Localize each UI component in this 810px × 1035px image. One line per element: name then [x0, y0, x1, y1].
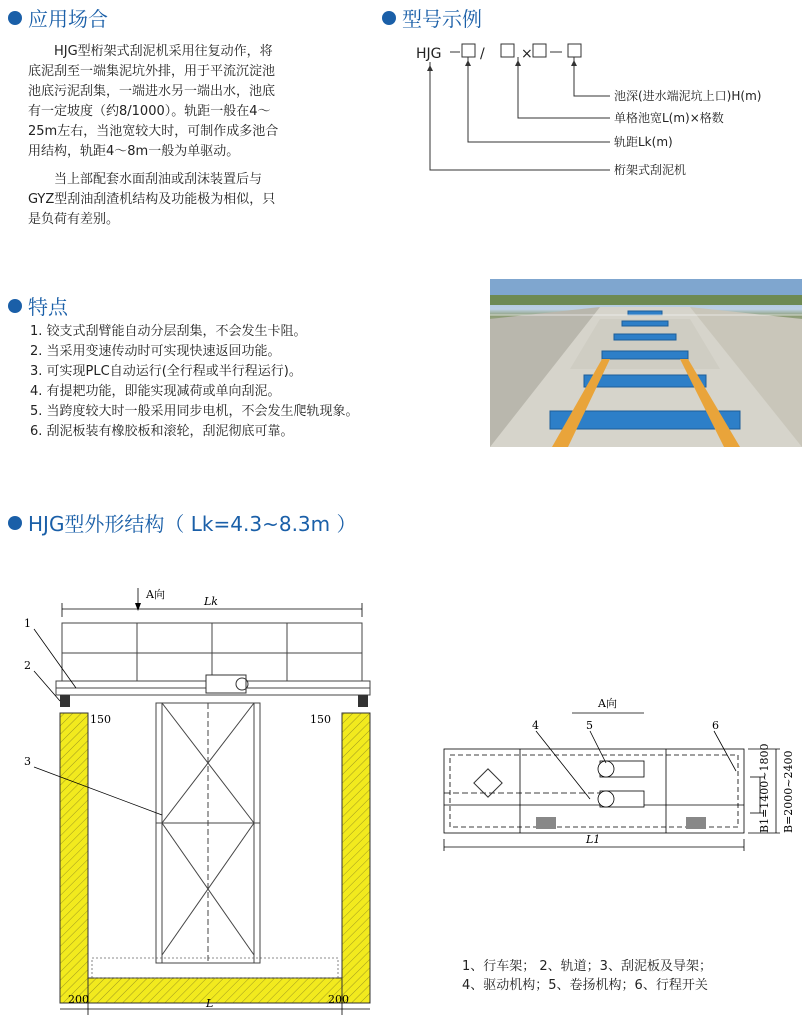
left-wall [60, 713, 88, 1003]
structure-heading [8, 508, 357, 537]
feature-item: 5. 当跨度较大时一般采用同步电机，不会发生爬轨现象。 [30, 404, 359, 419]
model-box-count [533, 44, 546, 57]
model-code-prefix: HJG [416, 46, 442, 62]
front-lk-label: Lk [204, 595, 218, 608]
feature-item: 1. 铰支式刮臂能自动分层刮集，不会发生卡阻。 [30, 324, 307, 339]
model-heading [382, 3, 482, 32]
front-dim-200-right: 200 [328, 993, 349, 1006]
features-title: 特点 [28, 295, 68, 319]
installation-photo-art [490, 279, 802, 447]
callout-2: 2 [24, 659, 31, 672]
model-box-lk [462, 44, 475, 57]
feature-item: 4. 有提耙功能，即能实现减荷或单向刮泥。 [30, 384, 281, 399]
bullet-dot-icon [8, 516, 22, 530]
callout-5: 5 [586, 719, 593, 732]
features-list [30, 322, 359, 442]
model-box-depth [568, 44, 581, 57]
application-heading [8, 3, 108, 32]
basin-floor [88, 978, 342, 1003]
front-dim-200-left: 200 [68, 993, 89, 1006]
top-dim-b: B=2000~2400 [782, 750, 795, 833]
front-elevation-drawing [16, 583, 396, 1023]
features-heading [8, 291, 68, 320]
application-title: 应用场合 [28, 7, 108, 31]
application-para-2: 当上部配套水面刮油或刮沫装置后与 GYZ型刮油刮渣机结构及功能极为相似，只 是负荷有差别。 [28, 172, 276, 227]
callout-1: 1 [24, 617, 31, 630]
front-dim-150-left: 150 [90, 713, 111, 726]
model-label-lk: 轨距Lk(m) [614, 135, 673, 149]
model-label-depth: 池深(进水端泥坑上口)H(m) [614, 89, 762, 103]
model-slash: / [480, 46, 485, 62]
model-box-width [501, 44, 514, 57]
front-view-a-label: A向 [146, 588, 165, 601]
feature-item: 2. 当采用变速传动时可实现快速返回功能。 [30, 344, 281, 359]
bullet-dot-icon [8, 299, 22, 313]
application-text [28, 42, 358, 230]
installation-photo [490, 279, 802, 447]
front-dim-150-right: 150 [310, 713, 331, 726]
bullet-dot-icon [8, 11, 22, 25]
top-dim-l1: L1 [586, 833, 601, 846]
model-times: × [521, 46, 533, 62]
model-title: 型号示例 [402, 7, 482, 31]
top-view-title: A向 [598, 697, 617, 710]
callout-4: 4 [532, 719, 539, 732]
model-label-width: 单格池宽L(m)×格数 [614, 111, 724, 125]
feature-item: 3. 可实现PLC自动运行(全行程或半行程运行)。 [30, 364, 302, 379]
callout-6: 6 [712, 719, 719, 732]
feature-item: 6. 刮泥板装有橡胶板和滚轮，刮泥彻底可靠。 [30, 424, 294, 439]
model-code-diagram [400, 36, 800, 186]
top-view-drawing [430, 693, 805, 858]
top-dim-b1: B1=1400~1800 [758, 743, 771, 833]
bullet-dot-icon [382, 11, 396, 25]
front-dim-l: L [206, 997, 214, 1010]
parts-legend [462, 957, 712, 995]
structure-title: HJG型外形结构（ Lk=4.3~8.3m ） [28, 512, 357, 536]
legend-line-1: 1、行车架； 2、轨道；3、刮泥板及导架； [462, 959, 712, 974]
application-para-1: HJG型桁架式刮泥机采用往复动作，将 底泥刮至一端集泥坑外排，用于平流沉淀池 池底污泥刮集，一端进水另一端出水，池底 有一定坡度（约8/1000）。轨距一般在4～ 25m左右，当池宽较大时，可制作成多池合 用结构，轨距4～8m一般为单驱动。 [28, 44, 279, 159]
model-label-type: 桁架式刮泥机 [614, 163, 687, 177]
right-wall [342, 713, 370, 1003]
callout-3: 3 [24, 755, 31, 768]
legend-line-2: 4、驱动机构；5、卷扬机构；6、行程开关 [462, 978, 708, 993]
